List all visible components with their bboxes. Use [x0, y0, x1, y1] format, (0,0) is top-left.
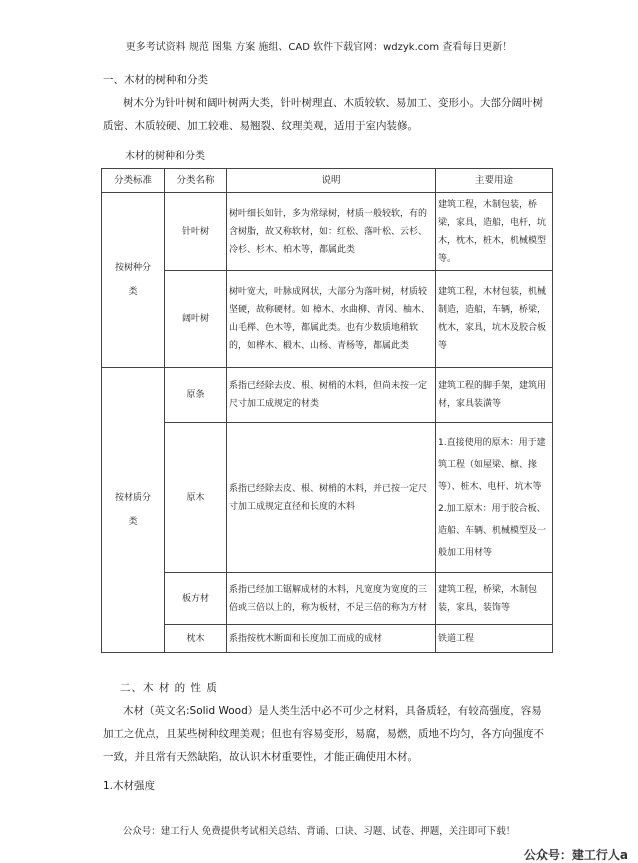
row-usage: 铁道工程	[436, 625, 553, 653]
row-name: 枕木	[165, 625, 227, 653]
table-header-row	[102, 169, 553, 193]
row-name: 原条	[165, 368, 227, 423]
section2-heading: 二、木 材 的 性 质	[120, 682, 218, 694]
row-name: 原木	[165, 423, 227, 573]
section2-paragraph: 木材（英文名:Solid Wood）是人类生活中必不可少之材料，具备质轻，有较高强度，容易加工之优点，且某些树种纹理美观；但也有容易变形，易腐，易燃，质地不均匀，各方向强度不一致，并且常有天然缺陷，故认识木材重要性，才能正确使用木材。	[103, 705, 544, 763]
table-row	[102, 573, 553, 625]
row-description: 树叶宽大，叶脉成网状，大部分为落叶树，材质较坚硬，故称硬材。如 樟木、水曲柳、青冈、柚木、山毛榉、色木等，都属此类。也有少数质地稍软的，如桦木、椴木、山杨、青杨等，都属此类	[227, 271, 436, 368]
section1-paragraph: 树木分为针叶树和阔叶树两大类，针叶树理直、木质较软、易加工、变形小。大部分阔叶树质密、木质较硬、加工较难、易翘裂、纹理美观，适用于室内装修。	[103, 97, 543, 132]
footer-notice: 公众号：建工行人 免费提供考试相关总结、背诵、口诀、习题、试卷、押题，关注即可下载！	[122, 826, 516, 837]
header-name: 分类名称	[165, 169, 227, 193]
row-description: 系指按枕木断面和长度加工而成的成材	[227, 625, 436, 653]
wood-classification-table	[101, 168, 553, 653]
table-caption: 木材的树种和分类	[125, 151, 205, 162]
table-row	[102, 368, 553, 423]
row-usage: 1.直接使用的原木：用于建筑工程（如屋梁、檩、掾等）、桩木、电杆、坑木等 2.加工原木：用于胶合板、造船、车辆、机械模型及一般加工用材等	[436, 423, 553, 573]
section1-heading: 一、木材的树种和分类	[103, 74, 208, 86]
wechat-watermark: 公众号：建工行人a	[523, 848, 628, 862]
row-description: 系指已经除去皮、根、树梢的木料，并已按一定尺寸加工成规定直径和长度的木料	[227, 423, 436, 573]
row-usage: 建筑工程，木制包装，桥梁，家具，造船，电杆，坑木，枕木，桩木，机械模型等。	[436, 193, 553, 271]
table-row	[102, 271, 553, 368]
row-name: 针叶树	[165, 193, 227, 271]
row-usage: 建筑工程，木材包装，机械制造，造船，车辆，桥梁，枕木，家具，坑木及胶合板等	[436, 271, 553, 368]
row-description: 树叶细长如针，多为常绿树，材质一般较软，有的含树脂，故又称软材，如：红松、落叶松、云杉、冷杉、杉木、柏木等，都属此类	[227, 193, 436, 271]
row-usage: 建筑工程，桥梁，木制包装，家具，装饰等	[436, 573, 553, 625]
row-name: 板方材	[165, 573, 227, 625]
group-label-material: 按材质分类	[102, 368, 165, 653]
table-row	[102, 625, 553, 653]
header-category: 分类标准	[102, 169, 165, 193]
row-description: 系指已经加工锯解成材的木料，凡宽度为宽度的三倍或三倍以上的，称为板材，不足三倍的称为方材	[227, 573, 436, 625]
header-description: 说明	[227, 169, 436, 193]
header-banner: 更多考试资料 规范 图集 方案 施组、CAD 软件下载官网：wdzyk.com 查看每日更新！	[125, 42, 513, 53]
header-usage: 主要用途	[436, 169, 553, 193]
row-name: 阔叶树	[165, 271, 227, 368]
row-usage: 建筑工程的脚手架，建筑用材，家具装潢等	[436, 368, 553, 423]
table-row	[102, 423, 553, 573]
row-description: 系指已经除去皮、根、树梢的木料，但尚未按一定尺寸加工成规定的材类	[227, 368, 436, 423]
group-label-species: 按树种分类	[102, 193, 165, 368]
section2-subheading: 1.木材强度	[103, 780, 156, 792]
table-row	[102, 193, 553, 271]
